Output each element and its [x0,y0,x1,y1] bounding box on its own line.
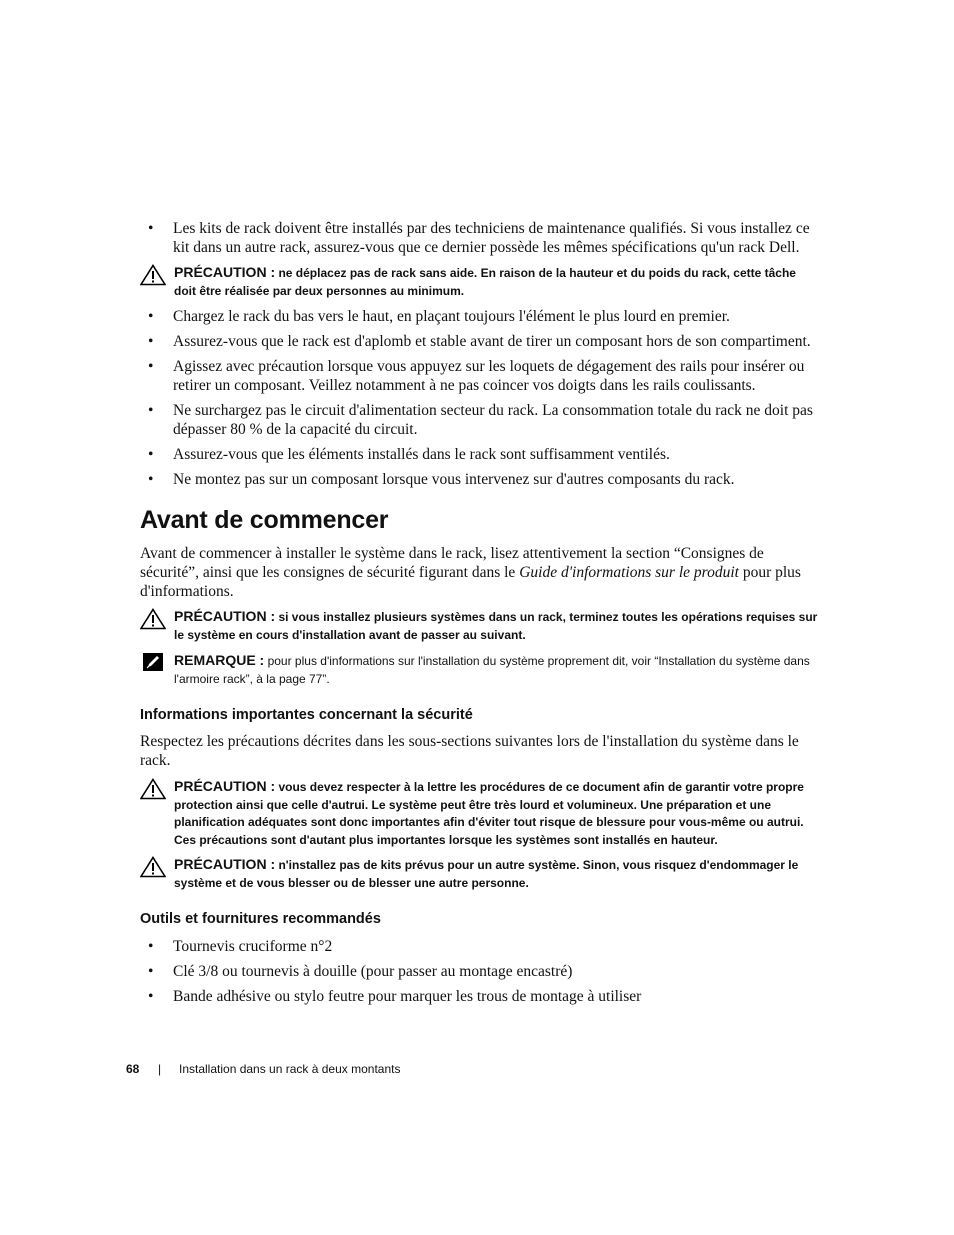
caution-text [174,608,820,644]
caution-block [140,778,820,849]
note-text [174,652,820,688]
list-item: • Assurez-vous que les éléments installés dans le rack sont suffisamment ventilés. [148,445,828,464]
list-item: • Ne montez pas sur un composant lorsque vous intervenez sur d'autres composants du rack. [148,470,828,489]
caution-body: vous devez respecter à la lettre les procédures de ce document afin de garantir votre propre protection ainsi que celle d'autrui. Le système peut être très lourd et volumineux. Une préparation et une planification adéquates sont donc importantes afin d'éviter tout risque de blessure pour vous-même ou autrui. Ces précautions sont d'autant plus importantes lorsque les systèmes sont installés en hauteur. [174,780,804,847]
caution-body: n'installez pas de kits prévus pour un autre système. Sinon, vous risquez d'endommager le système et de vous blesser ou de blesser une autre personne. [174,858,799,890]
list-item: • Les kits de rack doivent être installés par des techniciens de maintenance qualifiés. Si vous installez ce kit dans un autre rack, assurez-vous que ce dernier possède les mêmes spécifications qu'un rack Dell. [148,219,828,257]
note-block [140,652,820,688]
bullet-list-top [148,219,828,263]
list-item: • Clé 3/8 ou tournevis à douille (pour passer au montage encastré) [148,962,828,981]
list-item: • Chargez le rack du bas vers le haut, en plaçant toujours l'élément le plus lourd en premier. [148,307,828,326]
page-number: 68 [126,1062,140,1076]
caution-body: si vous installez plusieurs systèmes dans un rack, terminez toutes les opérations requises sur le système en cours d'installation avant de passer au suivant. [174,610,818,642]
caution-body: ne déplacez pas de rack sans aide. En raison de la hauteur et du poids du rack, cette tâche doit être réalisée par deux personnes au minimum. [174,266,796,298]
bullet-list-tools [148,937,828,1012]
caution-label: PRÉCAUTION : [174,778,276,794]
note-body: pour plus d'informations sur l'installation du système proprement dit, voir “Installation du système dans l'armoire rack”, à la page 77”. [174,654,810,686]
caution-block [140,608,820,644]
note-pencil-icon [140,652,166,674]
safety-paragraph: Respectez les précautions décrites dans les sous-sections suivantes lors de l'installation du système dans le rack. [140,733,799,769]
caution-block [140,856,820,892]
footer-separator: | [158,1062,162,1076]
warning-triangle-icon [140,856,166,878]
subsection-heading: Outils et fournitures recommandés [140,911,381,927]
caution-label: PRÉCAUTION : [174,608,276,624]
list-item: • Assurez-vous que le rack est d'aplomb et stable avant de tirer un composant hors de son compartiment. [148,332,828,351]
intro-text: Avant de commencer à installer le système dans le rack, lisez attentivement la section “Consignes de sécurité”, ainsi que les consignes de sécurité figurant dans le [140,545,764,581]
caution-label: PRÉCAUTION : [174,856,276,872]
warning-triangle-icon [140,608,166,630]
caution-text [174,264,820,300]
list-item: • Tournevis cruciforme n°2 [148,937,828,956]
caution-label: PRÉCAUTION : [174,264,276,280]
bullet-list-rack [148,307,828,495]
warning-triangle-icon [140,778,166,800]
caution-text [174,778,820,849]
intro-text-end: pour plus d'informations. [140,564,801,600]
note-label: REMARQUE : [174,652,265,668]
warning-triangle-icon [140,264,166,286]
section-heading: Avant de commencer [140,506,389,534]
list-item: • Ne surchargez pas le circuit d'alimentation secteur du rack. La consommation totale du rack ne doit pas dépasser 80 % de la capacité du circuit. [148,401,828,439]
list-item: • Agissez avec précaution lorsque vous appuyez sur les loquets de dégagement des rails pour insérer ou retirer un composant. Veillez notamment à ne pas coincer vos doigts dans les rails coulissants. [148,357,828,395]
intro-paragraph [140,544,820,601]
subsection-heading: Informations importantes concernant la sécurité [140,707,473,723]
caution-block [140,264,820,300]
caution-text [174,856,820,892]
guide-title: Guide d'informations sur le produit [519,564,739,581]
list-item: • Bande adhésive ou stylo feutre pour marquer les trous de montage à utiliser [148,987,828,1006]
chapter-title: Installation dans un rack à deux montants [179,1062,401,1076]
